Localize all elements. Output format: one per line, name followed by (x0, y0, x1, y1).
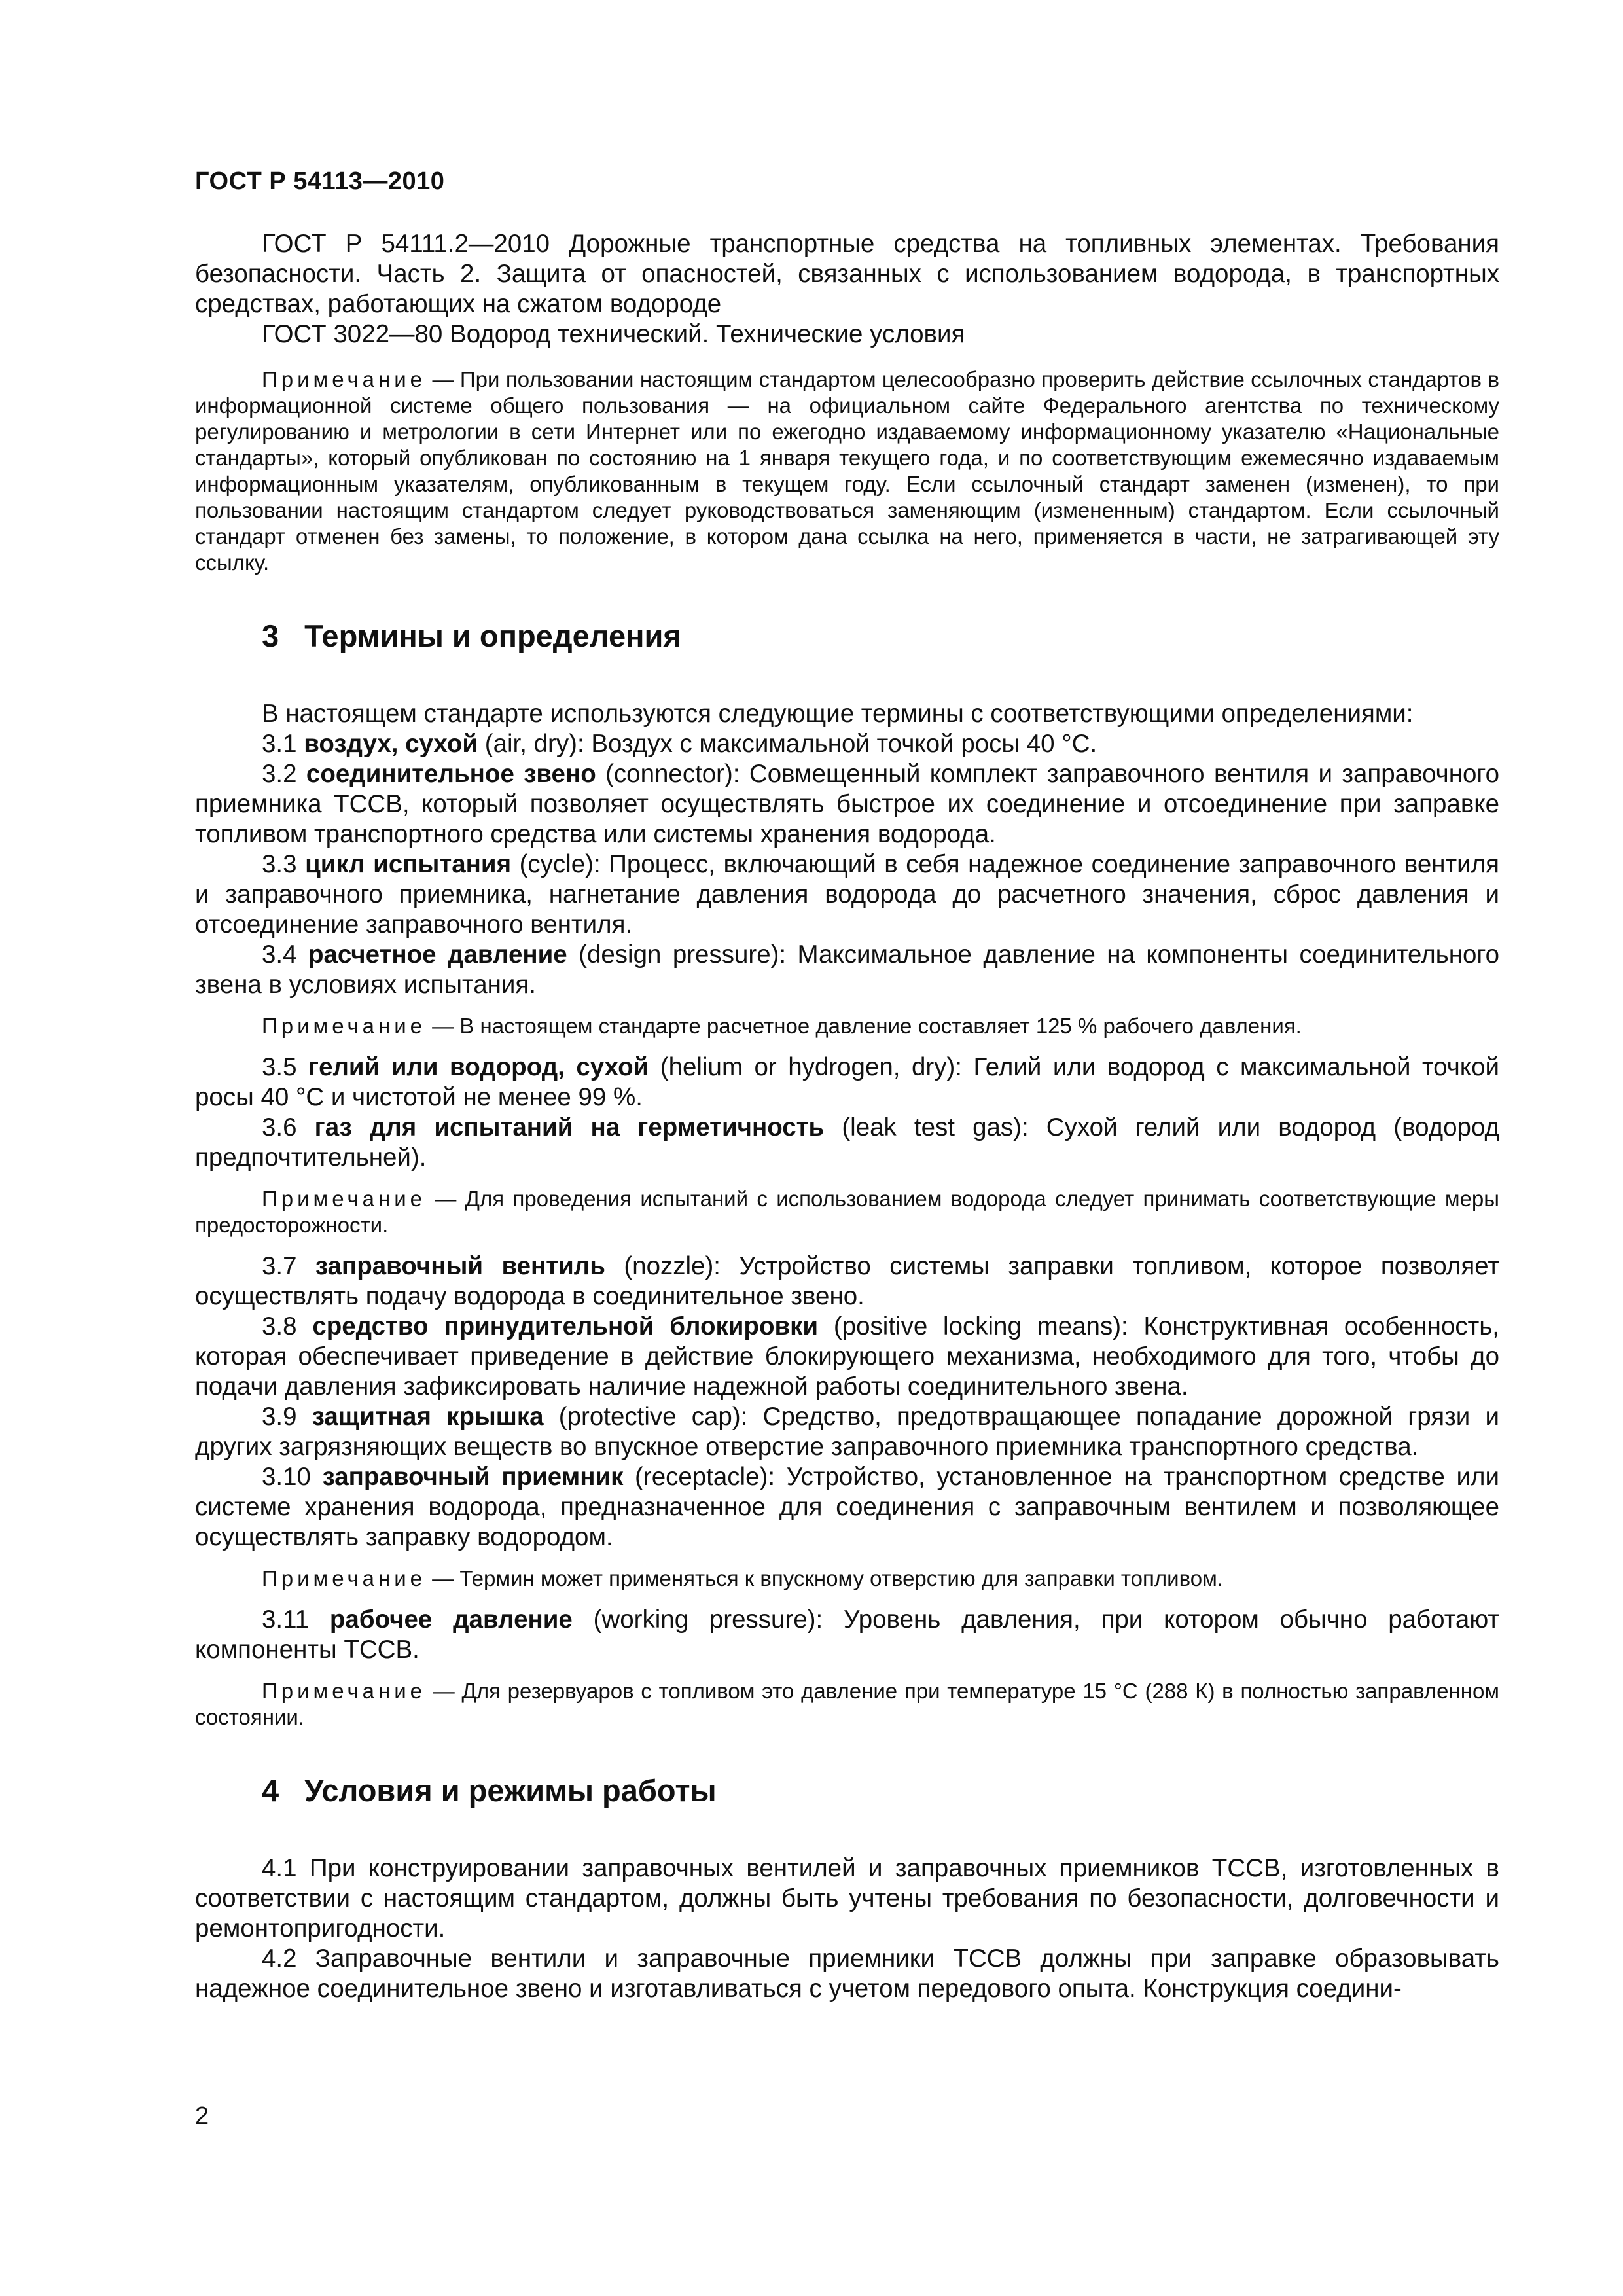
term-name: рабочее давление (329, 1605, 573, 1634)
term-number: 3.3 (262, 850, 297, 878)
section-4-heading (195, 1771, 1499, 1810)
section-title: Термины и определения (304, 619, 681, 653)
term-item (195, 729, 1499, 759)
term-name: воздух, сухой (304, 730, 478, 758)
note-label: Примечание (262, 1566, 427, 1590)
term-number: 3.4 (262, 941, 297, 969)
term-number: 3.1 (262, 730, 297, 758)
term-item (195, 1113, 1499, 1173)
term-item (195, 1052, 1499, 1113)
term-name: соединительное звено (306, 760, 596, 788)
term-definition: (cycle): Процесс, включающий в себя надежное соединение заправочного вентиля и заправочного приемника, нагнетание давления водорода до расчетного значения, сброс давления и отсоединение заправочного вентиля. (195, 850, 1499, 939)
page-number: 2 (195, 2102, 209, 2130)
term-number: 3.8 (262, 1312, 297, 1340)
note-label: Примечание (262, 367, 427, 391)
term-note (195, 1186, 1499, 1238)
term-name: цикл испытания (305, 850, 512, 878)
note-label: Примечание (262, 1014, 427, 1038)
term-item (195, 1462, 1499, 1552)
term-definition: (connector): Совмещенный комплект заправочного вентиля и заправочного приемника ТССВ, который позволяет осуществлять быстрое их соединение и отсоединение при заправке топливом транспортного средства или системы хранения водорода. (195, 760, 1500, 848)
section-title: Условия и режимы работы (304, 1773, 717, 1808)
term-name: защитная крышка (312, 1403, 544, 1431)
term-name: расчетное давление (308, 941, 567, 969)
section-4-paragraph: 4.1 При конструировании заправочных вентилей и заправочных приемников ТССВ, изготовленных в соответствии с настоящим стандартом, должны быть учтены требования по безопасности, долговечности и ремонтопригодности. (195, 1854, 1499, 1943)
term-definition: (helium or hydrogen, dry): Гелий или водород с максимальной точкой росы 40 °С и чистотой не менее 99 %. (195, 1053, 1499, 1111)
term-name: заправочный вентиль (315, 1252, 605, 1280)
term-note (195, 1013, 1499, 1039)
term-definition: (design pressure): Максимальное давление на компоненты соединительного звена в условиях испытания. (195, 941, 1499, 999)
term-number: 3.9 (262, 1403, 297, 1431)
term-number: 3.7 (262, 1252, 297, 1280)
note-text: — Для проведения испытаний с использованием водорода следует принимать соответствующие меры предосторожности. (195, 1187, 1499, 1237)
term-item (195, 1312, 1499, 1402)
term-definition: (leak test gas): Сухой гелий или водород (водород предпочтительней). (195, 1113, 1499, 1172)
term-definition: (air, dry): Воздух с максимальной точкой росы 40 °С. (478, 730, 1097, 758)
term-item (195, 759, 1499, 850)
page-content (195, 229, 1499, 2004)
term-item (195, 1251, 1499, 1312)
section-3-intro: В настоящем стандарте используются следующие термины с соответствующими определениями: (262, 700, 1414, 728)
reference-note (195, 367, 1499, 576)
term-definition: (protective cap): Средство, предотвращающее попадание дорожной грязи и других загрязняющих веществ во впускное отверстие заправочного приемника транспортного средства. (195, 1403, 1500, 1461)
term-item (195, 850, 1499, 940)
document-code-header: ГОСТ Р 54113—2010 (195, 168, 445, 195)
term-name: заправочный приемник (322, 1463, 624, 1491)
term-number: 3.6 (262, 1113, 297, 1141)
term-definition: (nozzle): Устройство системы заправки топливом, которое позволяет осуществлять подачу водорода в соединительное звено. (195, 1252, 1499, 1310)
note-text: — При пользовании настоящим стандартом целесообразно проверить действие ссылочных стандартов в информационной системе общего пользования — на официальном сайте Федерального агентства по техническому регулированию и метрологии в сети Интернет или по ежегодно издаваемому информационному указателю «Национальные стандарты», который опубликован по состоянию на 1 января текущего года, и по соответствующим ежемесячно издаваемым информационным указателям, опубликованным в текущем году. Если ссылочный стандарт заменен (изменен), то при пользовании настоящим стандартом следует руководствоваться заменяющим (измененным) стандартом. Если ссылочный стандарт отменен без замены, то положение, в котором дана ссылка на него, применяется в части, не затрагивающей эту ссылку. (195, 367, 1499, 575)
term-number: 3.10 (262, 1463, 311, 1491)
reference-item: ГОСТ 3022—80 Водород технический. Технические условия (262, 320, 965, 348)
note-label: Примечание (262, 1679, 427, 1703)
term-item (195, 1605, 1499, 1665)
term-item (195, 1402, 1499, 1462)
term-definition: (receptacle): Устройство, установленное на транспортном средстве или системе хранения водорода, предназначенное для соединения с заправочным вентилем и позволяющее осуществлять заправку водородом. (195, 1463, 1499, 1551)
term-number: 3.2 (262, 760, 297, 788)
note-text: — В настоящем стандарте расчетное давление составляет 125 % рабочего давления. (426, 1014, 1302, 1038)
term-number: 3.11 (262, 1605, 310, 1634)
term-note (195, 1566, 1499, 1592)
term-item (195, 940, 1499, 1000)
term-note (195, 1678, 1499, 1731)
section-number: 4 (262, 1773, 279, 1808)
note-text: — Для резервуаров с топливом это давление при температуре 15 °С (288 К) в полностью заправленном состоянии. (195, 1679, 1499, 1729)
term-name: средство принудительной блокировки (312, 1312, 819, 1340)
term-name: газ для испытаний на герметичность (314, 1113, 825, 1141)
term-definition: (positive locking means): Конструктивная особенность, которая обеспечивает приведение в действие блокирующего механизма, необходимого для того, чтобы до подачи давления зафиксировать наличие надежной работы соединительного звена. (195, 1312, 1499, 1401)
term-definition: (working pressure): Уровень давления, при котором обычно работают компоненты ТССВ. (195, 1605, 1499, 1664)
note-text: — Термин может применяться к впускному отверстию для заправки топливом. (426, 1566, 1223, 1590)
reference-item: ГОСТ Р 54111.2—2010 Дорожные транспортные средства на топливных элементах. Требования безопасности. Часть 2. Защита от опасностей, связанных с использованием водорода, в транспортных средствах, работающих на сжатом водороде (195, 230, 1499, 318)
term-number: 3.5 (262, 1053, 297, 1081)
section-4-paragraph: 4.2 Заправочные вентили и заправочные приемники ТССВ должны при заправке образовывать надежное соединительное звено и изготавливаться с учетом передового опыта. Конструкция соедини- (195, 1945, 1499, 2003)
section-3-heading (195, 617, 1499, 656)
term-name: гелий или водород, сухой (308, 1053, 649, 1081)
note-label: Примечание (262, 1187, 427, 1211)
section-number: 3 (262, 619, 279, 653)
